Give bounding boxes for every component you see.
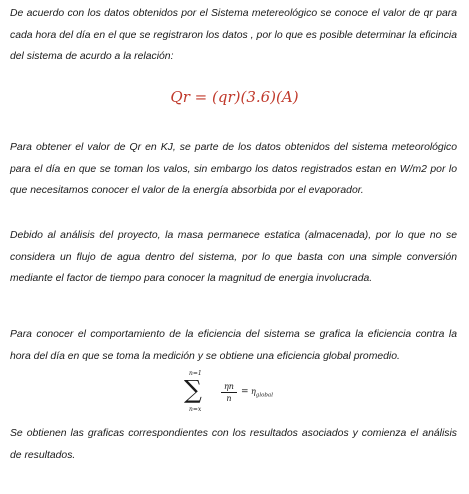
sum-lower-limit: n=x bbox=[189, 406, 202, 413]
equals-sign: = bbox=[241, 387, 249, 397]
paragraph-results: Se obtienen las graficas correspondientes con los resultados asociados y comienza el análisis de resultados. bbox=[10, 428, 457, 461]
paragraph-analysis: Debido al análisis del proyecto, la masa permanece estatica (almacenada), por lo que no se considera un flujo de agua dentro del sistema, por lo que basta con una simple conversión mediante el factor de tiempo para conocer la magnitud de energia involucrada. bbox=[10, 230, 457, 284]
eta-subscript: global bbox=[255, 392, 273, 399]
equation-global-efficiency bbox=[181, 372, 301, 416]
fraction-numerator: ηn bbox=[221, 381, 237, 393]
paragraph-efficiency: Para conocer el comportamiento de la eficiencia del sistema se grafica la eficiencia contra la hora del día en que se toma la medición y se obtiene una eficiencia global promedio. bbox=[10, 329, 457, 362]
eta-global bbox=[251, 387, 273, 399]
fraction-denominator: n bbox=[226, 394, 232, 403]
equation-qr: Qr = (qr)(3.6)(A) bbox=[170, 88, 299, 106]
sum-upper-limit: n=1 bbox=[189, 370, 202, 377]
paragraph-intro: De acuerdo con los datos obtenidos por el Sistema metereológico se conoce el valor de qr para cada hora del día en el que se registraron los datos , por lo que es posible determinar la eficincia del sistema de acurdo a la relación: bbox=[10, 8, 457, 62]
paragraph-qr-explanation: Para obtener el valor de Qr en KJ, se parte de los datos obtenidos del sistema meteorológico para el día en que se toman los valos, sin embargo los datos registrados estan en W/m2 por lo que necesitamos conocer el valor de la energía absorbida por el evaporador. bbox=[10, 142, 457, 196]
eta-symbol: η bbox=[251, 387, 256, 396]
fraction bbox=[221, 381, 237, 404]
summation-symbol: ∑ bbox=[184, 375, 202, 404]
